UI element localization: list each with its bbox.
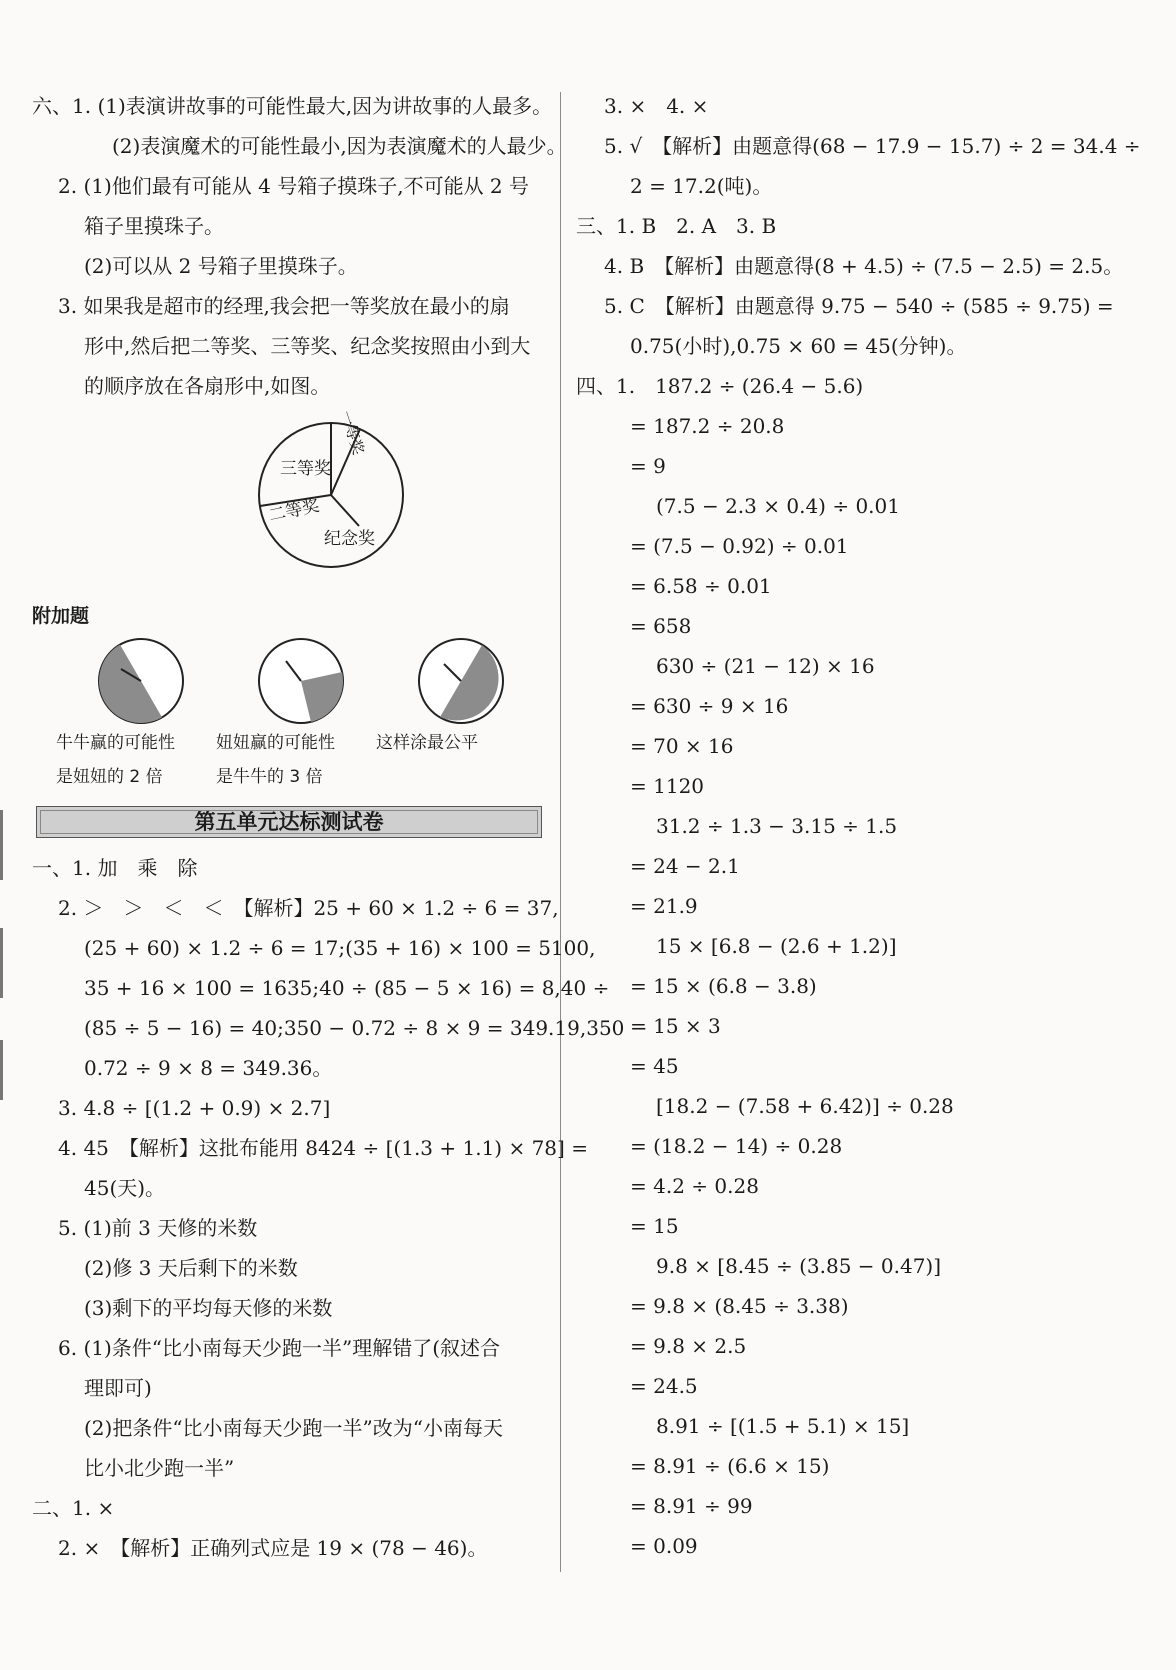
calc-line: = 630 ÷ 9 × 16 bbox=[630, 694, 789, 718]
calc-line: 9.8 × [8.45 ÷ (3.85 − 0.47)] bbox=[656, 1254, 942, 1278]
answer-line: (3)剩下的平均每天修的米数 bbox=[84, 1296, 333, 1320]
spinner-2-svg bbox=[256, 636, 346, 726]
calc-line: = (18.2 − 14) ÷ 0.28 bbox=[630, 1134, 843, 1158]
answer-line: 3. × 4. × bbox=[604, 94, 709, 118]
calc-line: = 15 × (6.8 − 3.8) bbox=[630, 974, 817, 998]
calc-line: [18.2 − (7.58 + 6.42)] ÷ 0.28 bbox=[656, 1094, 954, 1118]
answer-line: 5. √ 【解析】由题意得(68 − 17.9 − 15.7) ÷ 2 = 34.4 ÷ bbox=[604, 134, 1141, 158]
answer-line: 比小北少跑一半” bbox=[84, 1456, 235, 1480]
answer-line: 5. C 【解析】由题意得 9.75 − 540 ÷ (585 ÷ 9.75) = bbox=[604, 294, 1114, 318]
answer-line: 四、1. 187.2 ÷ (26.4 − 5.6) bbox=[576, 374, 864, 398]
answer-line: 形中,然后把二等奖、三等奖、纪念奖按照由小到大 bbox=[84, 334, 531, 358]
calc-line: 15 × [6.8 − (2.6 + 1.2)] bbox=[656, 934, 897, 958]
calc-line: = 45 bbox=[630, 1054, 679, 1078]
calc-line: = 70 × 16 bbox=[630, 734, 734, 758]
pie-label-souvenir: 纪念奖 bbox=[324, 529, 375, 549]
calc-line: = 9.8 × (8.45 ÷ 3.38) bbox=[630, 1294, 849, 1318]
spinner-2 bbox=[216, 636, 386, 794]
margin-mark bbox=[0, 1040, 3, 1100]
spinner-3-caption: 这样涂最公平 bbox=[376, 733, 478, 753]
answer-line: (2)把条件“比小南每天少跑一半”改为“小南每天 bbox=[84, 1416, 504, 1440]
prize-pie-svg bbox=[246, 410, 416, 580]
pie-label-second: 二等奖 bbox=[266, 495, 322, 527]
answer-line: 2 = 17.2(吨)。 bbox=[630, 174, 773, 198]
spinner-2-caption: 是牛牛的 3 倍 bbox=[216, 767, 323, 787]
calc-line: = (7.5 − 0.92) ÷ 0.01 bbox=[630, 534, 849, 558]
prize-pie-diagram bbox=[32, 406, 552, 596]
left-column bbox=[32, 86, 648, 1568]
column-divider bbox=[560, 92, 561, 1572]
answer-line: 理即可) bbox=[84, 1376, 152, 1400]
answer-line: 箱子里摸珠子。 bbox=[84, 214, 224, 238]
calc-line: (7.5 − 2.3 × 0.4) ÷ 0.01 bbox=[656, 494, 900, 518]
calc-line: = 21.9 bbox=[630, 894, 698, 918]
answer-line: 0.72 ÷ 9 × 8 = 349.36。 bbox=[84, 1056, 333, 1080]
calc-line: 31.2 ÷ 1.3 − 3.15 ÷ 1.5 bbox=[656, 814, 898, 838]
calc-line: 8.91 ÷ [(1.5 + 5.1) × 15] bbox=[656, 1414, 910, 1438]
extra-spinners bbox=[32, 636, 552, 796]
spinner-1-caption: 是妞妞的 2 倍 bbox=[56, 767, 163, 787]
right-column bbox=[576, 86, 1144, 1566]
answer-line: 三、1. B 2. A 3. B bbox=[576, 214, 777, 238]
calc-line: = 8.91 ÷ 99 bbox=[630, 1494, 753, 1518]
answer-line: 二、1. × bbox=[32, 1496, 115, 1520]
spinner-3 bbox=[376, 636, 546, 760]
spinner-1-svg bbox=[96, 636, 186, 726]
pie-label-first: 一等奖 bbox=[336, 408, 368, 457]
pie-label-third: 三等奖 bbox=[280, 459, 331, 479]
answer-line: 4. B 【解析】由题意得(8 + 4.5) ÷ (7.5 − 2.5) = 2.5。 bbox=[604, 254, 1124, 278]
calc-line: = 1120 bbox=[630, 774, 705, 798]
calc-line: = 9.8 × 2.5 bbox=[630, 1334, 747, 1358]
spinner-3-svg bbox=[416, 636, 506, 726]
calc-line: = 4.2 ÷ 0.28 bbox=[630, 1174, 759, 1198]
calc-line: 630 ÷ (21 − 12) × 16 bbox=[656, 654, 875, 678]
spinner-2-caption: 妞妞赢的可能性 bbox=[216, 733, 335, 753]
margin-mark bbox=[0, 928, 3, 998]
answer-line: (85 ÷ 5 − 16) = 40;350 − 0.72 ÷ 8 × 9 = 349.19,350 − bbox=[84, 1016, 648, 1040]
unit-test-banner: 第五单元达标测试卷 bbox=[36, 806, 542, 838]
answer-line: 45(天)。 bbox=[84, 1176, 166, 1200]
calc-line: = 658 bbox=[630, 614, 692, 638]
calc-line: = 9 bbox=[630, 454, 666, 478]
answer-line: 2. ＞ ＞ ＜ ＜ 【解析】25 + 60 × 1.2 ÷ 6 = 37, bbox=[58, 896, 559, 920]
spinner-1 bbox=[56, 636, 226, 794]
answer-line: (25 + 60) × 1.2 ÷ 6 = 17;(35 + 16) × 100 = 5100, bbox=[84, 936, 596, 960]
answer-line: 5. (1)前 3 天修的米数 bbox=[58, 1216, 258, 1240]
answer-line: 的顺序放在各扇形中,如图。 bbox=[84, 374, 331, 398]
answer-line: 4. 45 【解析】这批布能用 8424 ÷ [(1.3 + 1.1) × 78] = bbox=[58, 1136, 588, 1160]
calc-line: = 24.5 bbox=[630, 1374, 698, 1398]
margin-mark bbox=[0, 810, 3, 880]
calc-line: = 15 bbox=[630, 1214, 679, 1238]
spinner-1-caption: 牛牛赢的可能性 bbox=[56, 733, 175, 753]
answer-line: 0.75(小时),0.75 × 60 = 45(分钟)。 bbox=[630, 334, 967, 358]
answer-line: 一、1. 加 乘 除 bbox=[32, 856, 198, 880]
answer-line: (2)修 3 天后剩下的米数 bbox=[84, 1256, 298, 1280]
calc-line: = 6.58 ÷ 0.01 bbox=[630, 574, 772, 598]
answer-line: 3. 4.8 ÷ [(1.2 + 0.9) × 2.7] bbox=[58, 1096, 331, 1120]
calc-line: = 8.91 ÷ (6.6 × 15) bbox=[630, 1454, 830, 1478]
answer-line: 2. (1)他们最有可能从 4 号箱子摸珠子,不可能从 2 号 bbox=[58, 174, 530, 198]
answer-line: 六、1. (1)表演讲故事的可能性最大,因为讲故事的人最多。 bbox=[32, 94, 553, 118]
calc-line: = 187.2 ÷ 20.8 bbox=[630, 414, 785, 438]
calc-line: = 0.09 bbox=[630, 1534, 698, 1558]
answer-line: (2)表演魔术的可能性最小,因为表演魔术的人最少。 bbox=[112, 134, 567, 158]
answer-line: 2. × 【解析】正确列式应是 19 × (78 − 46)。 bbox=[58, 1536, 488, 1560]
answer-line: (2)可以从 2 号箱子里摸珠子。 bbox=[84, 254, 358, 278]
extra-heading: 附加题 bbox=[32, 605, 90, 627]
calc-line: = 15 × 3 bbox=[630, 1014, 721, 1038]
calc-line: = 24 − 2.1 bbox=[630, 854, 740, 878]
answer-line: 6. (1)条件“比小南每天少跑一半”理解错了(叙述合 bbox=[58, 1336, 501, 1360]
answer-line: 3. 如果我是超市的经理,我会把一等奖放在最小的扇 bbox=[58, 294, 510, 318]
answer-line: 35 + 16 × 100 = 1635;40 ÷ (85 − 5 × 16) = 8,40 ÷ bbox=[84, 976, 610, 1000]
